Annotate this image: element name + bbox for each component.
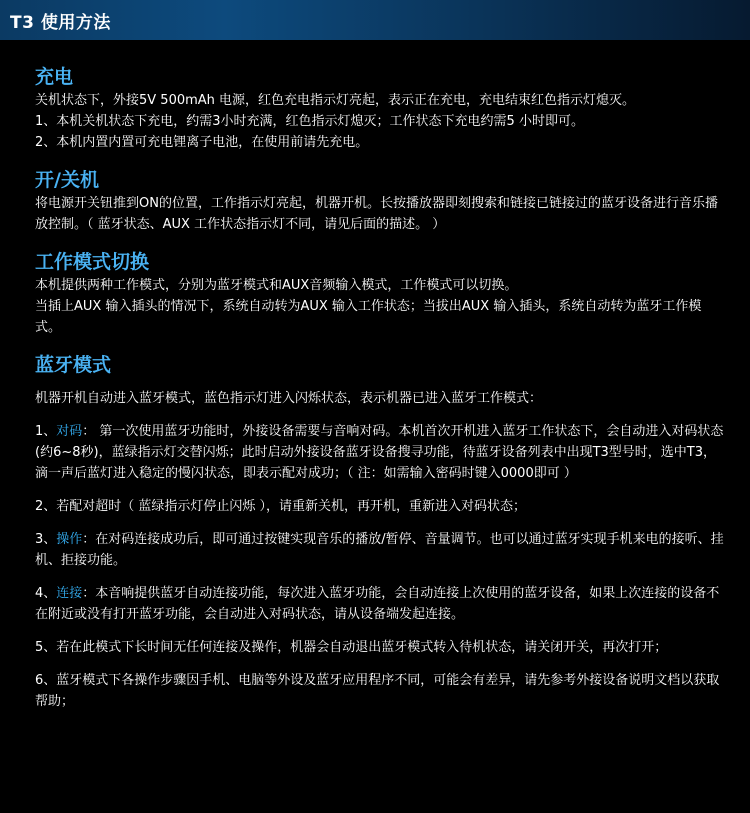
item-prefix: 4、 <box>35 586 57 601</box>
bluetooth-item <box>35 583 725 625</box>
bluetooth-item <box>35 496 725 517</box>
bluetooth-item <box>35 637 725 658</box>
item-prefix: 5、 <box>35 640 57 655</box>
section-title-mode: 工作模式切换 <box>35 251 150 273</box>
header-bar <box>0 0 750 40</box>
item-text: ：在对码连接成功后，即可通过按键实现音乐的播放/暂停、音量调节。也可以通过蓝牙实现手机来电的接听、挂机、拒接功能。 <box>35 532 724 568</box>
bluetooth-item <box>35 529 725 571</box>
section-title-power: 开/关机 <box>35 169 99 191</box>
item-text: 蓝牙模式下各操作步骤因手机、电脑等外设及蓝牙应用程序不同，可能会有差异，请先参考外接设备说明文档以获取帮助； <box>35 673 720 709</box>
section-power <box>35 167 725 235</box>
item-prefix: 6、 <box>35 673 57 688</box>
power-text: 将电源开关钮推到ON的位置，工作指示灯亮起，机器开机。长按播放器即刻搜索和链接已链接过的蓝牙设备进行音乐播放控制。（ 蓝牙状态、AUX 工作状态指示灯不同，请见后面的描述。 ） <box>35 196 718 232</box>
page-title: T3 使用方法 <box>10 12 111 33</box>
section-mode <box>35 249 725 338</box>
mode-line: 本机提供两种工作模式，分别为蓝牙模式和AUX音频输入模式，工作模式可以切换。 <box>35 278 518 293</box>
charge-line: 关机状态下，外接5V 500mAh 电源，红色充电指示灯亮起，表示正在充电，充电结束红色指示灯熄灭。 <box>35 93 636 108</box>
item-prefix: 2、 <box>35 499 57 514</box>
mode-line: 当插上AUX 输入插头的情况下，系统自动转为AUX 输入工作状态；当拔出AUX 输入插头，系统自动转为蓝牙工作模式。 <box>35 299 702 335</box>
section-charge <box>35 64 725 153</box>
item-text: 若在此模式下长时间无任何连接及操作，机器会自动退出蓝牙模式转入待机状态，请关闭开关，再次打开； <box>56 640 668 655</box>
item-keyword: 操作 <box>56 532 83 547</box>
bluetooth-item <box>35 421 725 484</box>
section-title-bluetooth: 蓝牙模式 <box>35 354 112 376</box>
item-text: ： 第一次使用蓝牙功能时，外接设备需要与音响对码。本机首次开机进入蓝牙工作状态下，会自动进入对码状态(约6~8秒)，蓝绿指示灯交替闪烁；此时启动外接设备蓝牙设备搜寻功能，待蓝牙设备列表中出现T3型号时，选中T3，滴一声后蓝灯进入稳定的慢闪状态，即表示配对成功；（ 注：如需输入密码时键入0000即可 ） <box>35 424 724 481</box>
bluetooth-item <box>35 670 725 712</box>
item-keyword: 连接 <box>56 586 83 601</box>
charge-line: 1、本机关机状态下充电，约需3小时充满，红色指示灯熄灭；工作状态下充电约需5 小时即可。 <box>35 114 584 129</box>
item-text: 若配对超时（ 蓝绿指示灯停止闪烁 ），请重新关机，再开机，重新进入对码状态； <box>56 499 527 514</box>
item-prefix: 1、 <box>35 424 57 439</box>
charge-line: 2、本机内置内置可充电锂离子电池，在使用前请先充电。 <box>35 135 369 150</box>
item-text: ：本音响提供蓝牙自动连接功能，每次进入蓝牙功能，会自动连接上次使用的蓝牙设备，如果上次连接的设备不在附近或没有打开蓝牙功能，会自动进入对码状态，请从设备端发起连接。 <box>35 586 720 622</box>
item-keyword: 对码 <box>56 424 83 439</box>
manual-content <box>35 64 725 712</box>
item-prefix: 3、 <box>35 532 57 547</box>
section-bluetooth <box>35 352 725 712</box>
bluetooth-intro: 机器开机自动进入蓝牙模式，蓝色指示灯进入闪烁状态，表示机器已进入蓝牙工作模式： <box>35 391 543 406</box>
section-title-charge: 充电 <box>35 66 74 88</box>
